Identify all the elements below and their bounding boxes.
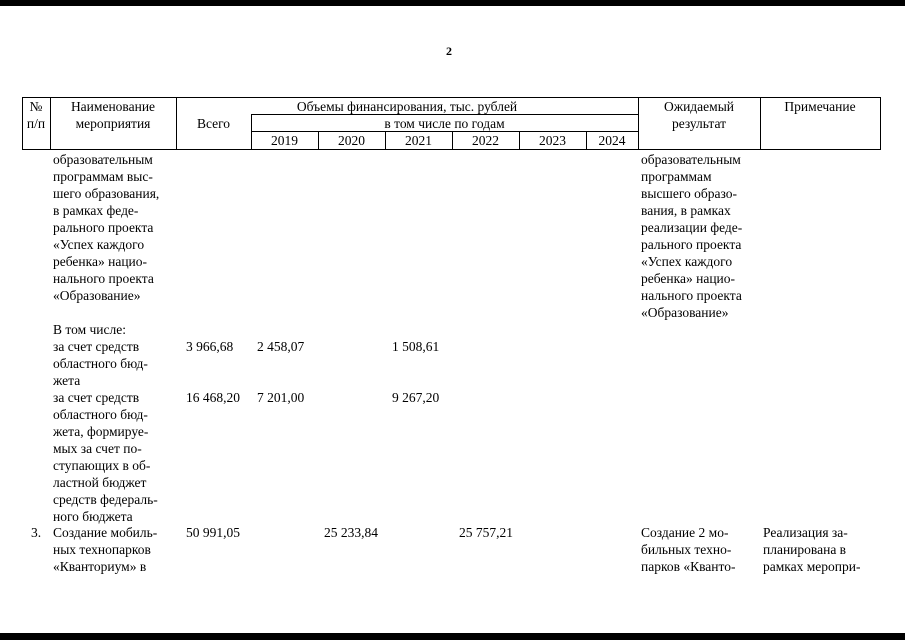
row2-name: В том числе: за счет средств областного бюд- жета	[53, 322, 148, 388]
row4-name: Создание мобиль- ных технопарков «Кванториум» в	[53, 525, 158, 574]
header-year-2023: 2023	[539, 133, 566, 148]
header-year-2021: 2021	[405, 133, 432, 148]
row2-2021: 1 508,61	[392, 339, 440, 354]
header-bottom-border	[22, 149, 880, 150]
bottom-scan-border	[0, 633, 905, 640]
row1-name: образовательным программам выс- шего образования, в рамках феде- рального проекта «Успех каждого ребенка» нацио- нального проекта «Образование»	[53, 152, 160, 303]
header-note: Примечание	[784, 99, 856, 114]
row4-note: Реализация за- планирована в рамках меропри-	[763, 525, 861, 574]
row4-2020: 25 233,84	[324, 525, 378, 540]
header-year-2020: 2020	[338, 133, 365, 148]
header-result: Ожидаемый результат	[664, 99, 734, 131]
row2-2019: 2 458,07	[257, 339, 305, 354]
top-scan-border	[0, 0, 905, 6]
header-year-2022: 2022	[472, 133, 499, 148]
header-total: Всего	[196, 116, 231, 131]
row4-result: Создание 2 мо- бильных техно- парков «Кванто-	[641, 525, 736, 574]
row3-name: за счет средств областного бюд- жета, формируе- мых за счет по- ступающих в об- ластной бюджет средств федераль- ного бюджета	[53, 390, 158, 524]
header-year-2024: 2024	[598, 133, 626, 148]
row3-2021: 9 267,20	[392, 390, 440, 405]
header-funding: Объемы финансирования, тыс. рублей	[296, 99, 518, 114]
row2-total: 3 966,68	[186, 339, 234, 354]
header-year-2019: 2019	[271, 133, 298, 148]
row4-num: 3.	[31, 525, 42, 540]
row3-total: 16 468,20	[186, 390, 240, 405]
page-number: 2	[446, 44, 452, 58]
row4-total: 50 991,05	[186, 525, 240, 540]
header-name: Наименование мероприятия	[70, 99, 156, 131]
row1-result: образовательным программам высшего образо- вания, в рамках реализации феде- рального проекта «Успех каждого ребенка» нацио- нального проекта «Образование»	[641, 152, 743, 320]
header-by-years: в том числе по годам	[384, 116, 505, 131]
row4-2022: 25 757,21	[459, 525, 513, 540]
header-num: № п/п	[26, 99, 46, 131]
col-border-right	[880, 97, 881, 150]
row3-2019: 7 201,00	[257, 390, 305, 405]
